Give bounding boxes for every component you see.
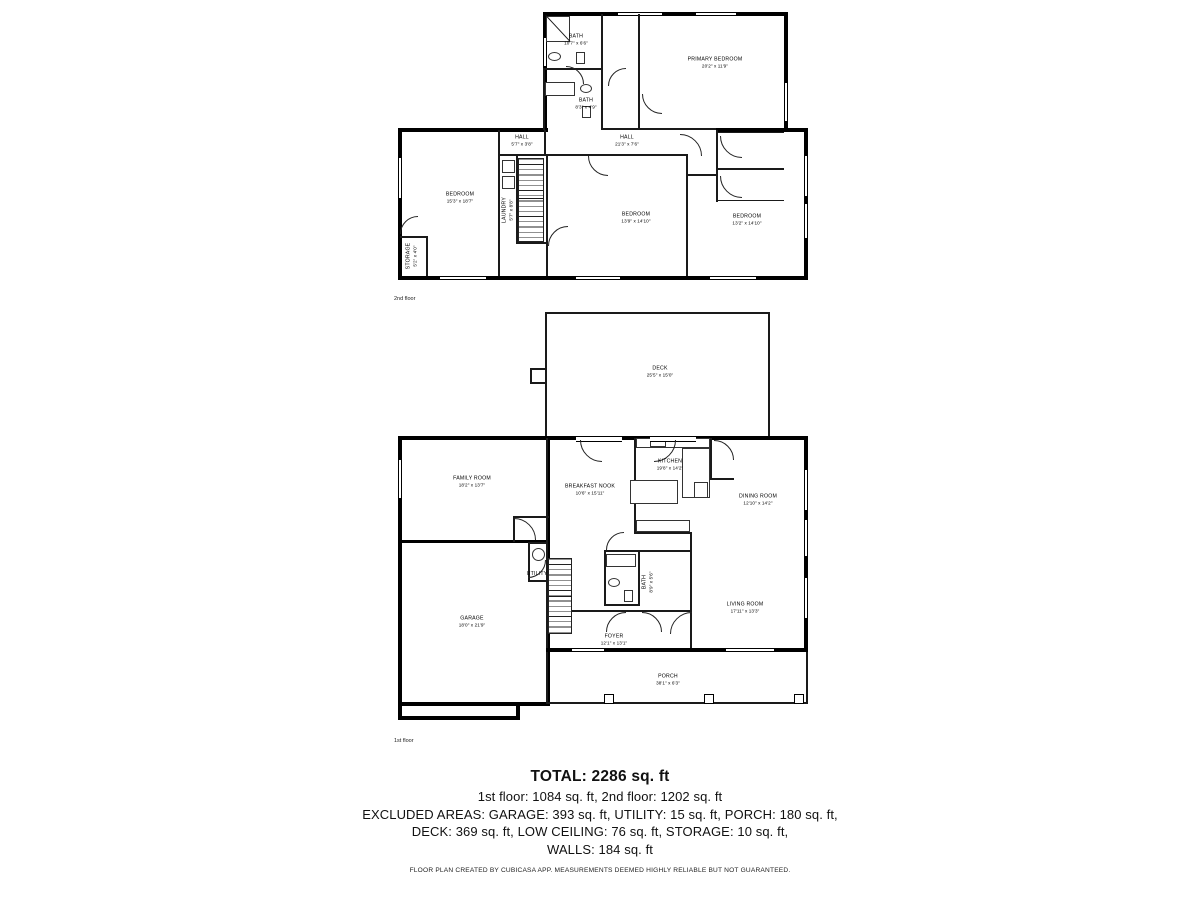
window [572, 648, 604, 652]
door [566, 66, 584, 84]
room-label: KITCHEN 19'8" x 14'2" [656, 458, 684, 471]
wall [718, 168, 784, 170]
deck-wall [545, 312, 547, 438]
room-label: PRIMARY BEDROOM 20'2" x 11'9" [687, 56, 743, 69]
wall [543, 68, 545, 130]
wall [518, 198, 544, 199]
second-floor-plan [380, 8, 820, 302]
dryer-fixture [502, 176, 515, 189]
toilet-fixture [624, 590, 633, 602]
wall [516, 242, 548, 244]
wall [426, 236, 428, 276]
stove-fixture [694, 482, 708, 498]
door [400, 216, 418, 234]
door [670, 612, 692, 634]
wall [528, 580, 548, 582]
porch-wall [806, 652, 808, 704]
porch-pillar [794, 694, 804, 704]
door [606, 532, 624, 550]
door [680, 134, 702, 156]
excluded-areas-line-1: EXCLUDED AREAS: GARAGE: 393 sq. ft, UTILITY: 15 sq. ft, PORCH: 180 sq. ft, [362, 806, 838, 822]
room-label: BREAKFAST NOOK 10'6" x 15'11" [565, 483, 615, 496]
door [720, 136, 742, 158]
deck-wall [545, 312, 770, 314]
wall [716, 168, 718, 202]
room-label: FAMILY ROOM 18'2" x 13'7" [453, 475, 491, 488]
wall [604, 604, 640, 606]
wall [546, 438, 548, 542]
wall [686, 154, 688, 276]
deck-step [530, 368, 546, 370]
wall [601, 68, 603, 130]
window [726, 648, 774, 652]
room-label: GARAGE 18'0" x 21'9" [458, 615, 486, 628]
wall [710, 478, 734, 480]
wall [718, 132, 784, 133]
window [398, 158, 402, 198]
wall [498, 156, 500, 276]
wall [543, 12, 788, 16]
wall [398, 128, 548, 132]
room-label: PORCH 38'1" x 6'3" [656, 673, 680, 686]
wall [716, 130, 718, 170]
window [804, 520, 808, 556]
room-label: BEDROOM 13'9" x 14'10" [621, 211, 651, 224]
wall [604, 550, 692, 552]
window [784, 83, 788, 121]
total-area: TOTAL: 2286 sq. ft [530, 768, 670, 785]
wall [398, 128, 402, 280]
window [696, 12, 736, 16]
floor-tag-second: 2nd floor [394, 296, 416, 302]
porch-wall [546, 702, 808, 704]
first-floor-plan [380, 310, 820, 750]
porch-pillar [604, 694, 614, 704]
window [804, 204, 808, 238]
room-label: UTILITY [526, 571, 548, 578]
door [514, 518, 536, 540]
room-label: LAUNDRY 5'7" x 8'8" [501, 196, 514, 224]
staircase [518, 158, 544, 242]
wall [544, 130, 546, 156]
disclaimer: FLOOR PLAN CREATED BY CUBICASA APP. MEASUREMENTS DEEMED HIGHLY RELIABLE BUT NOT GUARANTEED. [409, 867, 791, 875]
wall [400, 236, 428, 238]
wall [601, 128, 639, 130]
window [804, 578, 808, 618]
sink-fixture [580, 84, 592, 93]
wall [688, 174, 716, 176]
room-label: HALL 21'3" x 7'6" [615, 134, 639, 147]
deck-step [530, 382, 546, 384]
window [618, 12, 662, 16]
room-label: DINING ROOM 12'10" x 14'2" [739, 493, 777, 506]
kitchen-counter [636, 520, 690, 532]
window [710, 276, 756, 280]
bathtub-fixture [545, 82, 575, 96]
door [580, 440, 602, 462]
door [642, 94, 662, 114]
bathtub-fixture [606, 554, 636, 567]
wall [710, 438, 712, 480]
wall [498, 130, 500, 156]
deck-wall [768, 312, 770, 438]
window [398, 460, 402, 498]
room-label: BEDROOM 13'2" x 14'10" [732, 213, 762, 226]
room-label: DECK 25'5" x 15'0" [646, 365, 674, 378]
porch-pillar [704, 694, 714, 704]
wall [398, 716, 520, 720]
wall [638, 128, 716, 130]
room-label: STORAGE 5'2" x 4'0" [405, 242, 418, 270]
room-label: BATH 8'3" x 4'9" [575, 97, 597, 110]
wall [638, 14, 640, 130]
sink-fixture [548, 52, 561, 61]
door [720, 176, 742, 198]
washer-fixture [502, 160, 515, 173]
door [714, 440, 734, 460]
wall [398, 702, 550, 706]
wall [516, 702, 520, 720]
window [804, 156, 808, 196]
wall [498, 154, 546, 156]
window [543, 38, 547, 66]
toilet-fixture [576, 52, 585, 64]
room-label: HALL 5'7" x 3'8" [511, 134, 533, 147]
room-label: FOYER 12'1" x 13'1" [600, 633, 628, 646]
window [440, 276, 486, 280]
floor-tag-first: 1st floor [394, 738, 414, 744]
door [642, 612, 662, 632]
wall [634, 532, 692, 534]
area-summary [0, 768, 1200, 874]
room-label: LIVING ROOM 17'11" x 13'3" [726, 601, 764, 614]
window [576, 276, 620, 280]
wall [398, 436, 550, 440]
room-label: BATH 8'9" x 5'6" [641, 571, 654, 593]
room-label: BATH 10'7" x 6'6" [564, 33, 588, 46]
wall [546, 156, 548, 276]
excluded-areas-line-2: DECK: 369 sq. ft, LOW CEILING: 76 sq. ft, STORAGE: 10 sq. ft, [411, 824, 789, 840]
kitchen-island [630, 480, 678, 504]
excluded-areas-line-3: WALLS: 184 sq. ft [547, 841, 653, 857]
wall [638, 550, 640, 606]
wall [548, 596, 572, 597]
door [588, 156, 608, 176]
window [804, 470, 808, 510]
floor-areas: 1st floor: 1084 sq. ft, 2nd floor: 1202 sq. ft [477, 789, 723, 804]
wall [601, 14, 603, 70]
wall [528, 542, 548, 544]
door [548, 226, 568, 246]
door [606, 612, 626, 632]
door [608, 68, 626, 86]
room-label: BEDROOM 15'3" x 18'7" [445, 191, 475, 204]
sink-fixture [608, 578, 620, 587]
wall [546, 154, 688, 156]
porch-wall [546, 652, 548, 704]
wall [718, 200, 784, 201]
